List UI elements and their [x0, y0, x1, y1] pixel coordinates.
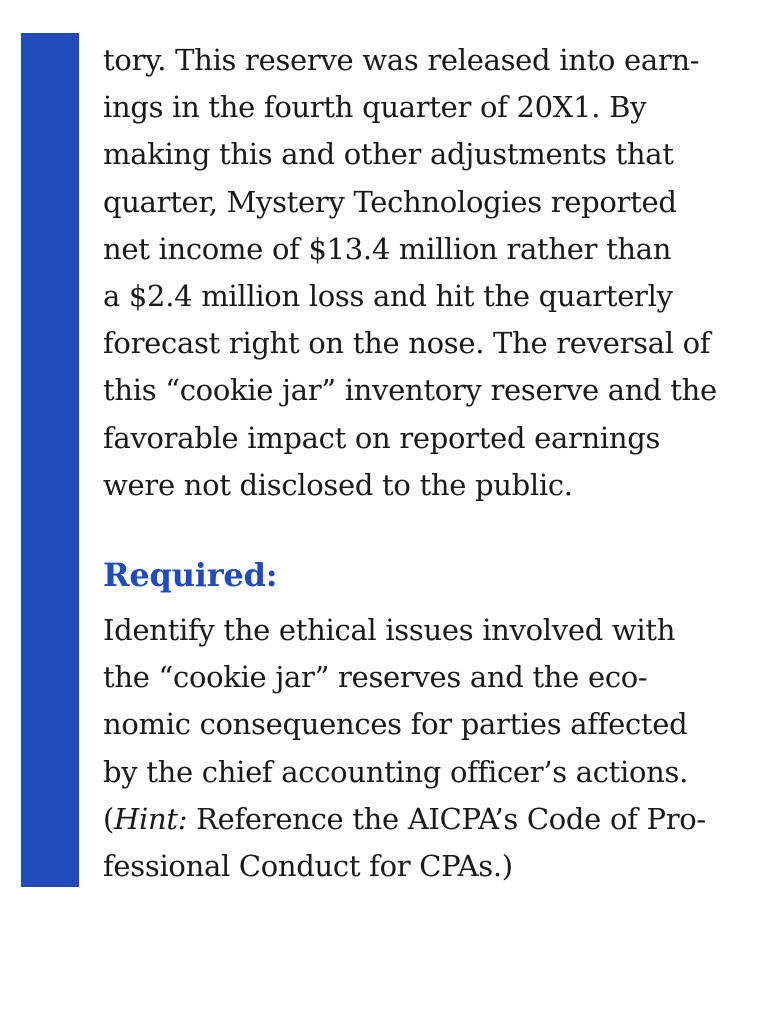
required-last-line: fessional Conduct for CPAs.) [103, 849, 513, 884]
body-paragraph [103, 37, 763, 509]
required-heading: Required: [103, 556, 278, 595]
text-column [103, 37, 763, 890]
paragraph-line: quarter, Mystery Technologies reported [103, 184, 677, 219]
hint-line [103, 796, 763, 843]
paragraph-line: ings in the fourth quarter of 20X1. By [103, 90, 647, 125]
hint-text: Reference the AICPA’s Code of Pro- [187, 801, 706, 836]
accent-bar [21, 33, 79, 887]
required-body [103, 607, 763, 890]
hint-open-paren: ( [103, 801, 115, 836]
paragraph-line: net income of $13.4 million rather than [103, 231, 672, 266]
paragraph-line: forecast right on the nose. The reversal of [103, 326, 711, 361]
required-line: Identify the ethical issues involved with [103, 613, 676, 648]
hint-label: Hint: [114, 801, 188, 836]
paragraph-line: this “cookie jar” inventory reserve and the [103, 373, 717, 408]
paragraph-line: favorable impact on reported earnings [103, 420, 661, 455]
paragraph-line: were not disclosed to the public. [103, 467, 573, 502]
required-line: by the chief accounting officer’s actions. [103, 754, 689, 789]
required-line: the “cookie jar” reserves and the eco- [103, 660, 648, 695]
paragraph-line: making this and other adjustments that [103, 137, 674, 172]
paragraph-line: a $2.4 million loss and hit the quarterly [103, 279, 673, 314]
required-line: nomic consequences for parties affected [103, 707, 688, 742]
paragraph-line: tory. This reserve was released into earn- [103, 43, 700, 77]
